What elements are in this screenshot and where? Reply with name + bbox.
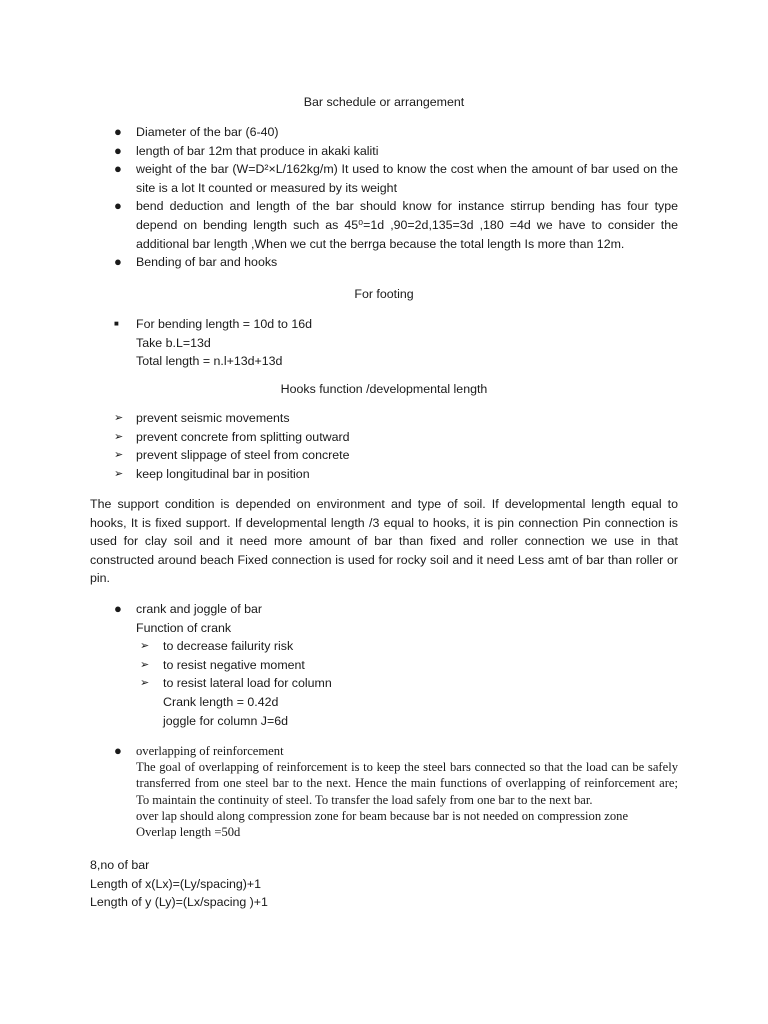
- bullet-list-bar-properties: [90, 123, 678, 272]
- arrow-bullet-icon: ➢: [114, 449, 124, 462]
- list-item: ● Diameter of the bar (6-40): [90, 123, 678, 142]
- arrow-bullet-icon: ➢: [140, 677, 150, 690]
- crank-function-list: [90, 637, 678, 730]
- crank-length-line: Crank length = 0.42d: [163, 694, 279, 709]
- overlap-length-line: Overlap length =50d: [136, 825, 241, 840]
- arrow-bullet-icon: ➢: [114, 430, 124, 443]
- list-item: ➢ keep longitudinal bar in position: [90, 465, 678, 484]
- joggle-line: joggle for column J=6d: [163, 713, 289, 728]
- bullet-dot-icon: ●: [114, 142, 122, 158]
- bullet-dot-icon: ●: [114, 198, 122, 214]
- overlap-paragraph: The goal of overlapping of reinforcement is to keep the steel bars connected so that the load can be safely transferred from one steel bar to the next. Hence the main functions of overlapping of reinforcement are; To maintain the continuity of steel. To transfer the load safely from one bar to the next bar.: [136, 760, 678, 807]
- no-of-bar-section: [90, 856, 678, 912]
- page-title: Bar schedule or arrangement: [303, 95, 465, 109]
- overlap-section: [90, 743, 678, 840]
- list-item: ● Bending of bar and hooks: [90, 253, 678, 272]
- square-bullet-icon: ■: [114, 319, 119, 328]
- arrow-bullet-icon: ➢: [114, 467, 124, 480]
- no-of-bar-line: 8,no of bar: [90, 858, 150, 872]
- list-item: ● weight of the bar (W=D²×L/162kg/m) It used to know the cost when the amount of bar used on the site is a lot It counted or measured by its weight: [114, 161, 678, 195]
- bullet-dot-icon: ●: [114, 124, 122, 139]
- list-item: ■ For bending length = 10d to 16d: [90, 315, 678, 334]
- list-item: ● length of bar 12m that produce in akaki kaliti: [90, 142, 678, 161]
- bullet-dot-icon: ●: [114, 743, 122, 758]
- list-item: ● overlapping of reinforcement: [114, 743, 284, 758]
- length-y-line: Length of y (Ly)=(Lx/spacing )+1: [90, 895, 268, 910]
- arrow-bullet-icon: ➢: [114, 412, 124, 424]
- footing-list: [90, 315, 678, 371]
- list-item: ➢ prevent concrete from splitting outward: [90, 428, 678, 447]
- bullet-dot-icon: ●: [114, 161, 122, 177]
- crank-section: [90, 600, 678, 730]
- list-item: ➢ to resist lateral load for column: [163, 674, 678, 693]
- bullet-dot-icon: ●: [114, 601, 122, 616]
- arrow-bullet-icon: ➢: [140, 640, 150, 653]
- list-item: ➢ prevent seismic movements: [90, 409, 678, 428]
- list-item: ➢ to decrease failurity risk: [163, 637, 678, 656]
- list-item: ● bend deduction and length of the bar should know for instance stirrup bending has four type depend on bending length such as 45⁰=1d ,90=2d,135=3d ,180 =4d we have to consider the additional bar length ,When we cut the berrga because the total length Is more than 12m.: [114, 198, 678, 251]
- hooks-heading: Hooks function /developmental length: [280, 382, 488, 396]
- footing-heading: For footing: [354, 287, 414, 301]
- hooks-list: [90, 409, 678, 483]
- crank-subheading: Function of crank: [136, 620, 232, 635]
- bullet-dot-icon: ●: [114, 254, 122, 270]
- footing-total-line: Total length = n.l+13d+13d: [136, 354, 283, 369]
- arrow-bullet-icon: ➢: [140, 658, 150, 671]
- list-item: ● crank and joggle of bar: [90, 600, 678, 619]
- length-x-line: Length of x(Lx)=(Ly/spacing)+1: [90, 876, 262, 891]
- support-paragraph: The support condition is depended on environment and type of soil. If developmental length equal to hooks, It is fixed support. If developmental length /3 equal to hooks, it is pin connection Pin connection is used for clay soil and it need more amount of bar than fixed and roller connection we use in that constructed around beach Fixed connection is used for rocky soil and it need Less amt of bar than roller or pin.: [90, 497, 678, 586]
- list-item: ➢ prevent slippage of steel from concrete: [90, 446, 678, 465]
- overlap-compression-line: over lap should along compression zone for beam because bar is not needed on compression zone: [136, 808, 629, 823]
- footing-take-line: Take b.L=13d: [136, 335, 211, 350]
- list-item: ➢ to resist negative moment: [163, 656, 678, 675]
